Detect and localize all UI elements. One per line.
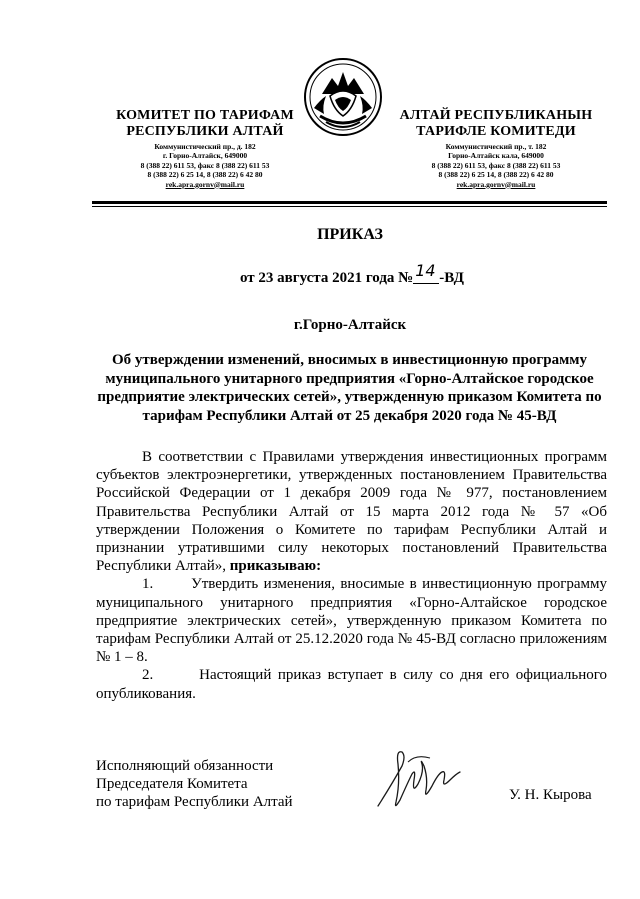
order-date-suffix: -ВД: [439, 270, 464, 286]
signatory-name: У. Н. Кырова: [509, 787, 592, 803]
signatory-position-line-3: по тарифам Республики Алтай: [96, 794, 293, 810]
letterhead-right-address-2: Горно-Алтайск кала, 649000: [448, 151, 544, 161]
letterhead-right-address-1: Коммунистический пр., т. 182: [445, 142, 547, 151]
signatory-position-line-1: Исполняющий обязанности: [96, 758, 274, 774]
signatory-position-line-2: Председателя Комитета: [96, 776, 248, 792]
signatory-position: [96, 757, 293, 811]
order-date-line: [240, 261, 540, 287]
order-item-1: [96, 575, 607, 666]
order-item-1-number: 1.: [142, 576, 154, 593]
letterhead-right-email-link[interactable]: rek.apra.gornv@mail.ru: [456, 179, 536, 189]
order-item-1-text: Утвердить изменения, вносимые в инвестиционную программу муниципального унитарного предприятия «Горно-Алтайское городское предприятие электрических сетей», утвержденную приказом Комитета по тарифам Республики Алтай от 25.12.2020 года № 45-ВД согласно приложениям № 1 – 8.: [96, 576, 607, 666]
letterhead-left-phone-1: 8 (388 22) 611 53, факс 8 (388 22) 611 53: [140, 160, 270, 170]
handwritten-signature-icon: [372, 744, 468, 814]
letterhead-left-email-link[interactable]: rek.apra.gornv@mail.ru: [165, 179, 245, 189]
letterhead-left-title-1: КОМИТЕТ ПО ТАРИФАМ: [116, 108, 294, 123]
letterhead-left-address-1: Коммунистический пр., д. 182: [154, 142, 256, 151]
letterhead-left: [95, 108, 315, 189]
letterhead-right-phone-2: 8 (388 22) 6 25 14, 8 (388 22) 6 42 80: [438, 170, 554, 180]
order-body: [96, 448, 607, 703]
letterhead-divider-thin: [92, 206, 607, 207]
letterhead-left-title-2: РЕСПУБЛИКИ АЛТАЙ: [126, 124, 284, 139]
order-title: ПРИКАЗ: [317, 226, 383, 243]
order-item-2-text: Настоящий приказ вступает в силу со дня его официального опубликования.: [96, 667, 608, 702]
letterhead-right: [386, 108, 606, 189]
order-item-2-number: 2.: [142, 667, 154, 684]
letterhead-right-title-1: АЛТАЙ РЕСПУБЛИКАНЫН: [399, 108, 593, 123]
order-subject: Об утверждении изменений, вносимых в инвестиционную программу муниципального унитарного предприятия «Горно-Алтайское городское предприятие электрических сетей», утвержденную приказом Комитета по тарифам Республики Алтай от 25 декабря 2020 года № 45-ВД: [97, 352, 602, 424]
order-date-prefix: от 23 августа 2021 года №: [240, 270, 414, 286]
letterhead-left-address-2: г. Горно-Алтайск, 649000: [162, 151, 248, 161]
letterhead-right-title-2: ТАРИФЛЕ КОМИТЕДИ: [416, 124, 576, 139]
order-item-2: [96, 666, 607, 702]
order-command: приказываю:: [229, 558, 322, 575]
order-preamble: [96, 448, 607, 575]
letterhead-divider-thick: [92, 201, 607, 204]
order-city: г.Горно-Алтайск: [293, 317, 407, 333]
preamble-text: В соответствии с Правилами утверждения инвестиционных программ субъектов электроэнергетики, утвержденных постановлением Правительства Российской Федерации от 1 декабря 2009 года № 977, постановлением Правительства Республики Алтай от 15 марта 2012 года № 57 «Об утверждении Положения о Комитете по тарифам Республики Алтай и признании утратившими силу некоторых постановлений Правительства Республики Алтай»,: [96, 449, 607, 575]
letterhead-right-phone-1: 8 (388 22) 611 53, факс 8 (388 22) 611 53: [431, 160, 561, 170]
letterhead-left-phone-2: 8 (388 22) 6 25 14, 8 (388 22) 6 42 80: [147, 170, 263, 180]
order-number-handwritten: 14: [415, 261, 436, 280]
order-number-field: [413, 261, 439, 284]
